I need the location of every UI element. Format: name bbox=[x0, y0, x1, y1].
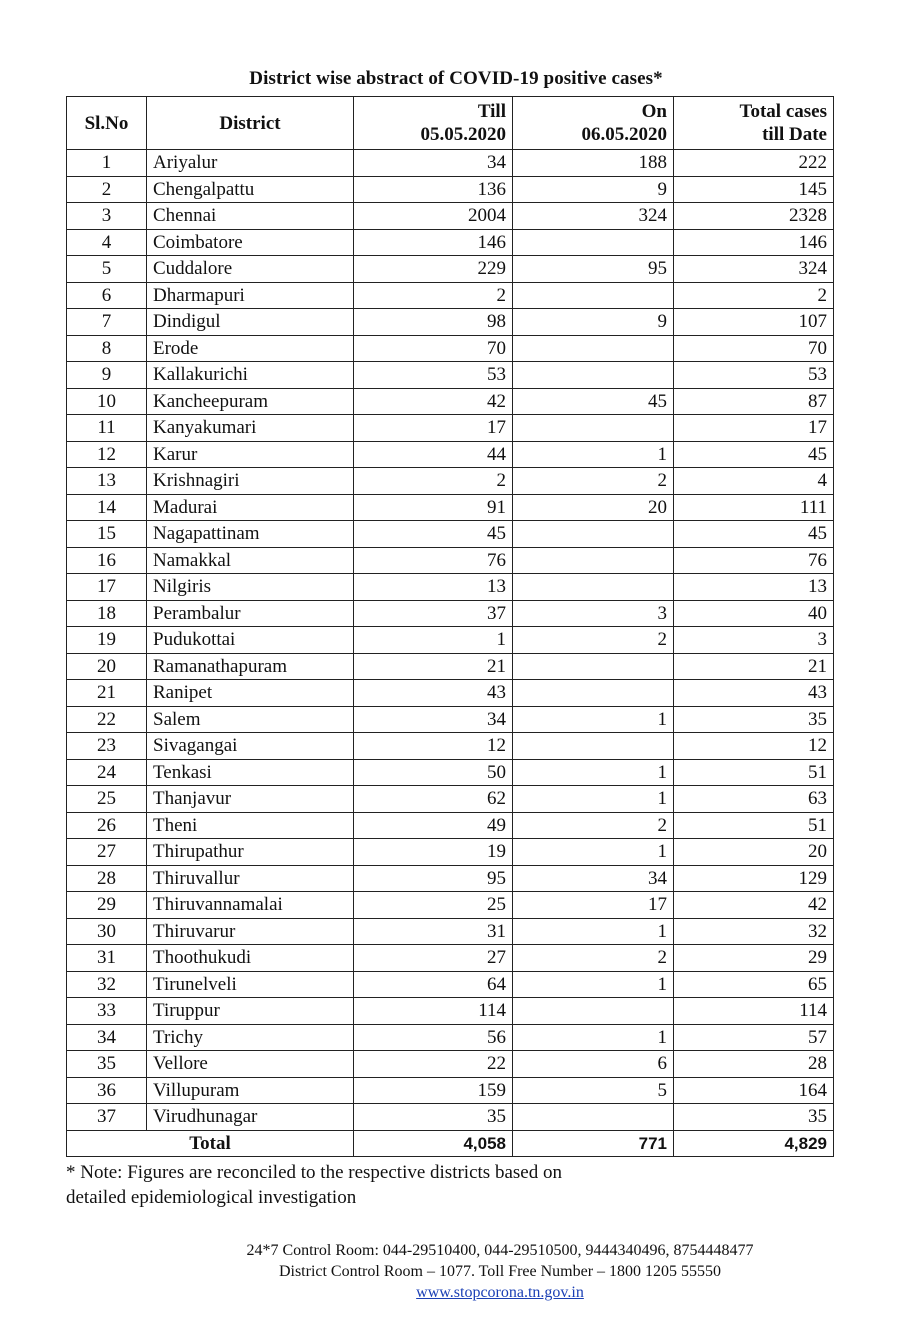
cell-district: Tirunelveli bbox=[147, 971, 354, 998]
cell-total: 2328 bbox=[674, 203, 834, 230]
table-row bbox=[67, 150, 834, 177]
table-row bbox=[67, 865, 834, 892]
cell-slno: 8 bbox=[67, 335, 147, 362]
cell-on bbox=[513, 653, 674, 680]
table-row bbox=[67, 282, 834, 309]
cell-slno: 24 bbox=[67, 759, 147, 786]
header-total-line2: till Date bbox=[762, 124, 827, 145]
cell-till: 98 bbox=[354, 309, 513, 336]
cell-district: Ariyalur bbox=[147, 150, 354, 177]
cell-district: Cuddalore bbox=[147, 256, 354, 283]
cell-total: 129 bbox=[674, 865, 834, 892]
table-row bbox=[67, 494, 834, 521]
cell-district: Tenkasi bbox=[147, 759, 354, 786]
table-row bbox=[67, 1051, 834, 1078]
footnote-line1: * Note: Figures are reconciled to the respective districts based on bbox=[66, 1162, 562, 1183]
cell-slno: 3 bbox=[67, 203, 147, 230]
footnote-line2: detailed epidemiological investigation bbox=[66, 1187, 357, 1208]
cell-till: 2004 bbox=[354, 203, 513, 230]
cell-slno: 28 bbox=[67, 865, 147, 892]
cell-till: 95 bbox=[354, 865, 513, 892]
table-row bbox=[67, 759, 834, 786]
header-on-line1: On bbox=[641, 101, 667, 122]
cell-slno: 13 bbox=[67, 468, 147, 495]
header-on-line2: 06.05.2020 bbox=[581, 124, 667, 145]
cell-slno: 7 bbox=[67, 309, 147, 336]
cell-district: Coimbatore bbox=[147, 229, 354, 256]
district-cases-table bbox=[66, 96, 834, 1157]
website-link[interactable]: www.stopcorona.tn.gov.in bbox=[416, 1284, 584, 1301]
table-row bbox=[67, 547, 834, 574]
cell-slno: 10 bbox=[67, 388, 147, 415]
cell-slno: 29 bbox=[67, 892, 147, 919]
cell-total: 21 bbox=[674, 653, 834, 680]
cell-on: 5 bbox=[513, 1077, 674, 1104]
cell-total: 76 bbox=[674, 547, 834, 574]
header-till-line2: 05.05.2020 bbox=[420, 124, 506, 145]
cell-slno: 20 bbox=[67, 653, 147, 680]
cell-on: 34 bbox=[513, 865, 674, 892]
cell-slno: 18 bbox=[67, 600, 147, 627]
table-row bbox=[67, 706, 834, 733]
cell-district: Theni bbox=[147, 812, 354, 839]
cell-district: Namakkal bbox=[147, 547, 354, 574]
cell-total: 2 bbox=[674, 282, 834, 309]
header-till bbox=[354, 97, 513, 150]
table-row bbox=[67, 839, 834, 866]
cell-total: 222 bbox=[674, 150, 834, 177]
table-row bbox=[67, 362, 834, 389]
cell-slno: 16 bbox=[67, 547, 147, 574]
page-title: District wise abstract of COVID-19 positive cases* bbox=[249, 68, 663, 89]
cell-district: Kancheepuram bbox=[147, 388, 354, 415]
cell-total: 32 bbox=[674, 918, 834, 945]
cell-district: Kallakurichi bbox=[147, 362, 354, 389]
cell-on: 1 bbox=[513, 918, 674, 945]
district-control-numbers: District Control Room – 1077. Toll Free Number – 1800 1205 55550 bbox=[278, 1263, 722, 1280]
cell-till: 49 bbox=[354, 812, 513, 839]
cell-district: Krishnagiri bbox=[147, 468, 354, 495]
cell-total: 29 bbox=[674, 945, 834, 972]
cell-district: Thiruvarur bbox=[147, 918, 354, 945]
cell-till: 13 bbox=[354, 574, 513, 601]
cell-till: 1 bbox=[354, 627, 513, 654]
cell-district: Ramanathapuram bbox=[147, 653, 354, 680]
total-label: Total bbox=[67, 1130, 354, 1157]
cell-slno: 23 bbox=[67, 733, 147, 760]
cell-on bbox=[513, 1104, 674, 1131]
table-body bbox=[67, 150, 834, 1131]
cell-total: 111 bbox=[674, 494, 834, 521]
cell-slno: 34 bbox=[67, 1024, 147, 1051]
cell-till: 53 bbox=[354, 362, 513, 389]
cell-till: 2 bbox=[354, 468, 513, 495]
cell-till: 17 bbox=[354, 415, 513, 442]
cell-total: 324 bbox=[674, 256, 834, 283]
cell-district: Sivagangai bbox=[147, 733, 354, 760]
cell-till: 229 bbox=[354, 256, 513, 283]
cell-district: Trichy bbox=[147, 1024, 354, 1051]
cell-total: 20 bbox=[674, 839, 834, 866]
table-row bbox=[67, 388, 834, 415]
table-row bbox=[67, 998, 834, 1025]
cell-total: 107 bbox=[674, 309, 834, 336]
cell-district: Karur bbox=[147, 441, 354, 468]
cell-on: 1 bbox=[513, 971, 674, 998]
cell-district: Salem bbox=[147, 706, 354, 733]
cell-on: 2 bbox=[513, 945, 674, 972]
cell-total: 4 bbox=[674, 468, 834, 495]
table-row bbox=[67, 1024, 834, 1051]
cell-district: Madurai bbox=[147, 494, 354, 521]
cell-on bbox=[513, 574, 674, 601]
cell-till: 50 bbox=[354, 759, 513, 786]
cell-district: Thanjavur bbox=[147, 786, 354, 813]
contact-footer bbox=[0, 1240, 912, 1303]
cell-total: 164 bbox=[674, 1077, 834, 1104]
footnote bbox=[66, 1160, 846, 1210]
cell-on bbox=[513, 229, 674, 256]
cell-on bbox=[513, 335, 674, 362]
cell-slno: 5 bbox=[67, 256, 147, 283]
cell-district: Nagapattinam bbox=[147, 521, 354, 548]
cell-till: 12 bbox=[354, 733, 513, 760]
cell-on bbox=[513, 521, 674, 548]
cell-total: 145 bbox=[674, 176, 834, 203]
cell-till: 114 bbox=[354, 998, 513, 1025]
cell-on: 324 bbox=[513, 203, 674, 230]
cell-total: 12 bbox=[674, 733, 834, 760]
cell-on: 17 bbox=[513, 892, 674, 919]
cell-on: 1 bbox=[513, 759, 674, 786]
cell-till: 37 bbox=[354, 600, 513, 627]
cell-total: 35 bbox=[674, 1104, 834, 1131]
cell-district: Pudukottai bbox=[147, 627, 354, 654]
cell-till: 22 bbox=[354, 1051, 513, 1078]
cell-slno: 33 bbox=[67, 998, 147, 1025]
cell-till: 136 bbox=[354, 176, 513, 203]
cell-slno: 2 bbox=[67, 176, 147, 203]
cell-total: 63 bbox=[674, 786, 834, 813]
table-row bbox=[67, 971, 834, 998]
cell-district: Nilgiris bbox=[147, 574, 354, 601]
table-row bbox=[67, 229, 834, 256]
cell-total: 17 bbox=[674, 415, 834, 442]
cell-on bbox=[513, 282, 674, 309]
table-row bbox=[67, 627, 834, 654]
total-till: 4,058 bbox=[354, 1130, 513, 1157]
header-till-line1: Till bbox=[477, 101, 506, 122]
cell-till: 44 bbox=[354, 441, 513, 468]
table-row bbox=[67, 733, 834, 760]
table-row bbox=[67, 415, 834, 442]
cell-slno: 19 bbox=[67, 627, 147, 654]
table-row bbox=[67, 256, 834, 283]
cell-district: Dharmapuri bbox=[147, 282, 354, 309]
table-row bbox=[67, 945, 834, 972]
cell-slno: 9 bbox=[67, 362, 147, 389]
cell-on: 1 bbox=[513, 1024, 674, 1051]
cell-on: 188 bbox=[513, 150, 674, 177]
cell-total: 45 bbox=[674, 441, 834, 468]
header-total-line1: Total cases bbox=[739, 101, 827, 122]
cell-slno: 4 bbox=[67, 229, 147, 256]
total-row bbox=[67, 1130, 834, 1157]
cell-district: Virudhunagar bbox=[147, 1104, 354, 1131]
cell-on: 6 bbox=[513, 1051, 674, 1078]
cell-district: Chengalpattu bbox=[147, 176, 354, 203]
cell-slno: 37 bbox=[67, 1104, 147, 1131]
cell-total: 70 bbox=[674, 335, 834, 362]
table-row bbox=[67, 653, 834, 680]
cell-total: 65 bbox=[674, 971, 834, 998]
cell-on bbox=[513, 547, 674, 574]
cell-district: Villupuram bbox=[147, 1077, 354, 1104]
table-row bbox=[67, 309, 834, 336]
table-row bbox=[67, 892, 834, 919]
cell-slno: 6 bbox=[67, 282, 147, 309]
cell-till: 43 bbox=[354, 680, 513, 707]
cell-total: 51 bbox=[674, 812, 834, 839]
cell-till: 34 bbox=[354, 706, 513, 733]
table-header-row bbox=[67, 97, 834, 150]
cell-district: Erode bbox=[147, 335, 354, 362]
table-row bbox=[67, 1104, 834, 1131]
cell-slno: 1 bbox=[67, 150, 147, 177]
cell-till: 56 bbox=[354, 1024, 513, 1051]
cell-slno: 26 bbox=[67, 812, 147, 839]
cell-total: 43 bbox=[674, 680, 834, 707]
cell-till: 42 bbox=[354, 388, 513, 415]
cell-total: 28 bbox=[674, 1051, 834, 1078]
cell-till: 2 bbox=[354, 282, 513, 309]
header-slno: Sl.No bbox=[67, 97, 147, 150]
cell-total: 57 bbox=[674, 1024, 834, 1051]
cell-total: 40 bbox=[674, 600, 834, 627]
cell-on bbox=[513, 998, 674, 1025]
cell-on: 3 bbox=[513, 600, 674, 627]
cell-slno: 31 bbox=[67, 945, 147, 972]
cell-on: 95 bbox=[513, 256, 674, 283]
cell-total: 146 bbox=[674, 229, 834, 256]
cell-till: 21 bbox=[354, 653, 513, 680]
cell-total: 3 bbox=[674, 627, 834, 654]
cell-district: Thiruvallur bbox=[147, 865, 354, 892]
cell-till: 64 bbox=[354, 971, 513, 998]
table-row bbox=[67, 786, 834, 813]
cell-till: 31 bbox=[354, 918, 513, 945]
cell-on bbox=[513, 362, 674, 389]
cell-slno: 22 bbox=[67, 706, 147, 733]
cell-on: 1 bbox=[513, 441, 674, 468]
cell-on bbox=[513, 733, 674, 760]
cell-on: 20 bbox=[513, 494, 674, 521]
cell-slno: 35 bbox=[67, 1051, 147, 1078]
header-on bbox=[513, 97, 674, 150]
table-row bbox=[67, 468, 834, 495]
cell-on: 9 bbox=[513, 309, 674, 336]
header-total bbox=[674, 97, 834, 150]
cell-total: 114 bbox=[674, 998, 834, 1025]
cell-till: 34 bbox=[354, 150, 513, 177]
table-row bbox=[67, 203, 834, 230]
cell-on: 1 bbox=[513, 706, 674, 733]
cell-total: 87 bbox=[674, 388, 834, 415]
cell-total: 45 bbox=[674, 521, 834, 548]
cell-district: Dindigul bbox=[147, 309, 354, 336]
cell-total: 13 bbox=[674, 574, 834, 601]
table-row bbox=[67, 521, 834, 548]
cell-till: 27 bbox=[354, 945, 513, 972]
cell-on bbox=[513, 680, 674, 707]
cell-slno: 11 bbox=[67, 415, 147, 442]
cell-district: Kanyakumari bbox=[147, 415, 354, 442]
cell-slno: 36 bbox=[67, 1077, 147, 1104]
table-row bbox=[67, 574, 834, 601]
cell-district: Perambalur bbox=[147, 600, 354, 627]
cell-till: 91 bbox=[354, 494, 513, 521]
cell-total: 42 bbox=[674, 892, 834, 919]
cell-on: 1 bbox=[513, 839, 674, 866]
cell-slno: 25 bbox=[67, 786, 147, 813]
table-row bbox=[67, 918, 834, 945]
cell-on: 2 bbox=[513, 468, 674, 495]
cell-district: Thoothukudi bbox=[147, 945, 354, 972]
cell-till: 62 bbox=[354, 786, 513, 813]
cell-district: Vellore bbox=[147, 1051, 354, 1078]
cell-total: 35 bbox=[674, 706, 834, 733]
cell-district: Tiruppur bbox=[147, 998, 354, 1025]
cell-till: 76 bbox=[354, 547, 513, 574]
table-row bbox=[67, 812, 834, 839]
cell-till: 70 bbox=[354, 335, 513, 362]
cell-till: 35 bbox=[354, 1104, 513, 1131]
cell-slno: 15 bbox=[67, 521, 147, 548]
header-district: District bbox=[147, 97, 354, 150]
table-row bbox=[67, 600, 834, 627]
cell-slno: 30 bbox=[67, 918, 147, 945]
cell-total: 53 bbox=[674, 362, 834, 389]
cell-till: 25 bbox=[354, 892, 513, 919]
cell-district: Thirupathur bbox=[147, 839, 354, 866]
cell-total: 51 bbox=[674, 759, 834, 786]
control-room-numbers: 24*7 Control Room: 044-29510400, 044-29510500, 9444340496, 8754448477 bbox=[246, 1242, 754, 1259]
cell-till: 45 bbox=[354, 521, 513, 548]
total-total: 4,829 bbox=[674, 1130, 834, 1157]
table-row bbox=[67, 1077, 834, 1104]
cell-till: 146 bbox=[354, 229, 513, 256]
cell-on: 9 bbox=[513, 176, 674, 203]
cell-slno: 32 bbox=[67, 971, 147, 998]
total-on: 771 bbox=[513, 1130, 674, 1157]
cell-district: Ranipet bbox=[147, 680, 354, 707]
cell-slno: 17 bbox=[67, 574, 147, 601]
cell-till: 159 bbox=[354, 1077, 513, 1104]
table-row bbox=[67, 441, 834, 468]
cell-on bbox=[513, 415, 674, 442]
cell-on: 2 bbox=[513, 812, 674, 839]
cell-district: Thiruvannamalai bbox=[147, 892, 354, 919]
cell-slno: 14 bbox=[67, 494, 147, 521]
table-row bbox=[67, 176, 834, 203]
cell-on: 2 bbox=[513, 627, 674, 654]
cell-slno: 27 bbox=[67, 839, 147, 866]
table-row bbox=[67, 335, 834, 362]
cell-slno: 21 bbox=[67, 680, 147, 707]
cell-on: 45 bbox=[513, 388, 674, 415]
cell-till: 19 bbox=[354, 839, 513, 866]
table-row bbox=[67, 680, 834, 707]
cell-district: Chennai bbox=[147, 203, 354, 230]
cell-slno: 12 bbox=[67, 441, 147, 468]
cell-on: 1 bbox=[513, 786, 674, 813]
